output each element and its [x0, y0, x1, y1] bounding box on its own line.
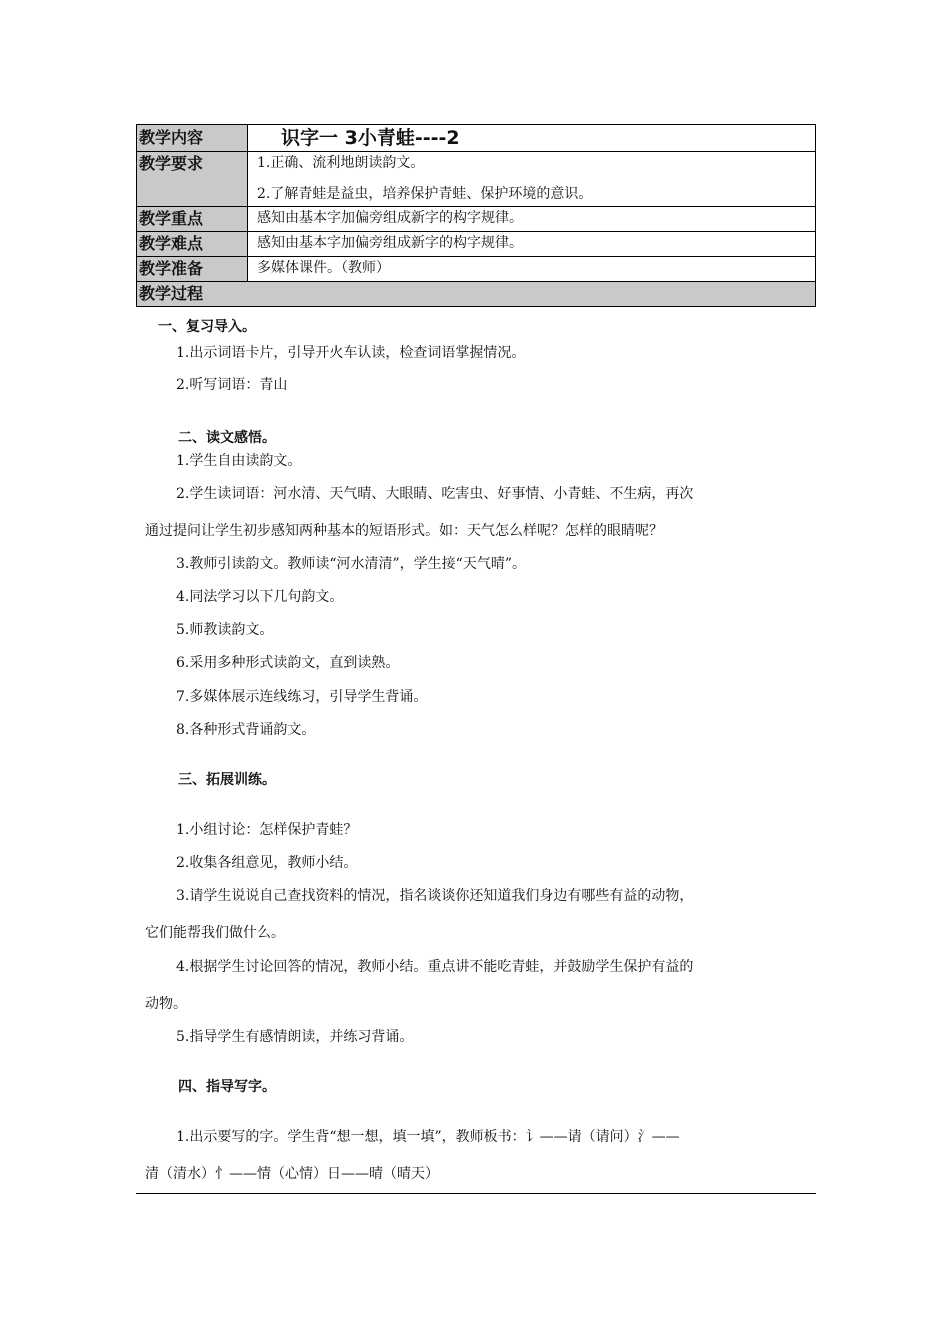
- lesson-title: 识字一 3小青蛙----2: [281, 127, 460, 149]
- writing-item-1: 1.出示要写的字。学生背“想一想，填一填”，教师板书：讠——请（请问）氵——: [176, 1129, 680, 1145]
- extension-item-4-cont: 动物。: [145, 996, 187, 1012]
- row-process: [137, 282, 816, 307]
- review-item-1: 1.出示词语卡片，引导开火车认读，检查词语掌握情况。: [176, 345, 526, 361]
- reading-item-2-cont: 通过提问让学生初步感知两种基本的短语形式。如：天气怎么样呢？怎样的眼睛呢？: [145, 523, 663, 539]
- row-preparation: [137, 257, 816, 282]
- row-key-point: [137, 207, 816, 232]
- extension-item-3: 3.请学生说说自己查找资料的情况，指名谈谈你还知道我们身边有哪些有益的动物，: [176, 888, 694, 904]
- extension-item-1: 1.小组讨论：怎样保护青蛙？: [176, 822, 358, 838]
- reading-item-6: 6.采用多种形式读韵文，直到读熟。: [176, 655, 400, 671]
- requirement-2: 2.了解青蛙是益虫，培养保护青蛙、保护环境的意识。: [257, 186, 593, 202]
- reading-item-3: 3.教师引读韵文。教师读“河水清清”，学生接“天气晴”。: [176, 556, 526, 572]
- key-point-label: 教学重点: [137, 207, 248, 232]
- key-point-value: 感知由基本字加偏旁组成新字的构字规律。: [248, 207, 816, 232]
- section-title-writing: 四、指导写字。: [178, 1079, 276, 1095]
- extension-item-5: 5.指导学生有感情朗读，并练习背诵。: [176, 1029, 414, 1045]
- section-title-extension: 三、拓展训练。: [178, 772, 276, 788]
- reading-item-5: 5.师教读韵文。: [176, 622, 274, 638]
- extension-item-4: 4.根据学生讨论回答的情况，教师小结。重点讲不能吃青蛙，并鼓励学生保护有益的: [176, 959, 694, 975]
- requirement-1: 1.正确、流利地朗读韵文。: [257, 155, 425, 171]
- extension-item-2: 2.收集各组意见，教师小结。: [176, 855, 358, 871]
- reading-item-7: 7.多媒体展示连线练习，引导学生背诵。: [176, 689, 428, 705]
- preparation-label: 教学准备: [137, 257, 248, 282]
- content-label: 教学内容: [137, 125, 248, 152]
- row-difficulty: [137, 232, 816, 257]
- writing-item-1-cont: 清（清水）忄——情（心情）日——晴（晴天）: [145, 1166, 439, 1182]
- reading-item-8: 8.各种形式背诵韵文。: [176, 722, 316, 738]
- row-requirements: [137, 152, 816, 207]
- requirements-label: 教学要求: [137, 152, 248, 207]
- reading-item-4: 4.同法学习以下几句韵文。: [176, 589, 344, 605]
- lesson-info-table: [136, 124, 816, 307]
- reading-item-2: 2.学生读词语：河水清、天气晴、大眼睛、吃害虫、好事情、小青蛙、不生病，再次: [176, 486, 694, 502]
- section-title-review: 一、复习导入。: [158, 319, 256, 335]
- row-content: [137, 125, 816, 152]
- process-label: 教学过程: [137, 282, 816, 307]
- reading-item-1: 1.学生自由读韵文。: [176, 453, 302, 469]
- bottom-rule: [136, 1193, 816, 1194]
- difficulty-label: 教学难点: [137, 232, 248, 257]
- review-item-2: 2.听写词语：青山: [176, 377, 288, 393]
- preparation-value: 多媒体课件。（教师）: [248, 257, 816, 282]
- extension-item-3-cont: 它们能帮我们做什么。: [145, 925, 285, 941]
- section-title-reading: 二、读文感悟。: [178, 430, 276, 446]
- difficulty-value: 感知由基本字加偏旁组成新字的构字规律。: [248, 232, 816, 257]
